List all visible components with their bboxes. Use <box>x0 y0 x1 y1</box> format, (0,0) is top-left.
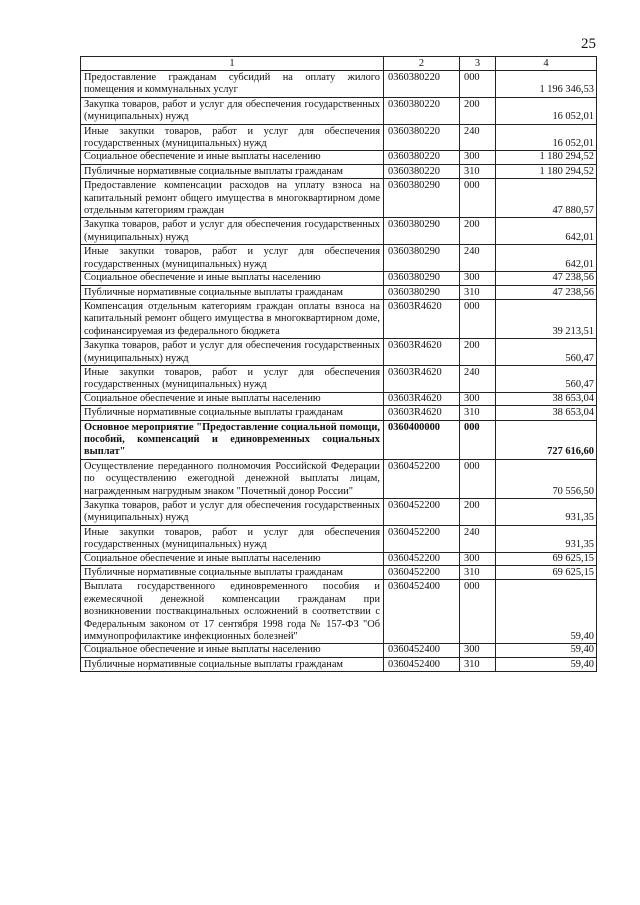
table-row <box>81 97 597 124</box>
row-type: 200 <box>460 499 496 526</box>
row-name: Публичные нормативные социальные выплаты гражданам <box>81 406 384 420</box>
row-code: 0360380290 <box>384 285 460 299</box>
row-type: 240 <box>460 365 496 392</box>
row-type: 200 <box>460 97 496 124</box>
row-name: Социальное обеспечение и иные выплаты населению <box>81 644 384 657</box>
row-amount: 642,01 <box>496 218 597 245</box>
row-code: 0360452200 <box>384 525 460 552</box>
row-code: 0360452200 <box>384 552 460 565</box>
row-amount: 642,01 <box>496 245 597 272</box>
row-code: 0360380220 <box>384 124 460 151</box>
table-header <box>81 57 597 71</box>
row-amount: 38 653,04 <box>496 406 597 420</box>
row-type: 000 <box>460 299 496 338</box>
table-row <box>81 525 597 552</box>
row-name: Иные закупки товаров, работ и услуг для обеспечения государственных (муниципальных) нужд <box>81 124 384 151</box>
table-row <box>81 218 597 245</box>
row-type: 000 <box>460 179 496 218</box>
row-type: 000 <box>460 580 496 644</box>
row-code: 0360380290 <box>384 272 460 285</box>
table-row <box>81 164 597 178</box>
row-name: Основное мероприятие "Предоставление социальной помощи, пособий, компенсаций и единовременных социальных выплат" <box>81 420 384 459</box>
row-type: 240 <box>460 124 496 151</box>
table-row <box>81 339 597 366</box>
row-type: 310 <box>460 566 496 580</box>
row-amount: 931,35 <box>496 499 597 526</box>
row-type: 300 <box>460 392 496 405</box>
row-code: 0360380220 <box>384 151 460 164</box>
row-name: Закупка товаров, работ и услуг для обеспечения государственных (муниципальных) нужд <box>81 218 384 245</box>
header-col-1: 1 <box>81 57 384 71</box>
row-code: 0360452200 <box>384 459 460 498</box>
row-code: 0360380290 <box>384 179 460 218</box>
table-row <box>81 245 597 272</box>
table-row <box>81 124 597 151</box>
table-row <box>81 459 597 498</box>
table-row <box>81 499 597 526</box>
row-amount: 1 196 346,53 <box>496 71 597 98</box>
table-row <box>81 285 597 299</box>
row-code: 0360452400 <box>384 580 460 644</box>
row-amount: 39 213,51 <box>496 299 597 338</box>
table-row <box>81 365 597 392</box>
row-name: Предоставление гражданам субсидий на оплату жилого помещения и коммунальных услуг <box>81 71 384 98</box>
row-name: Иные закупки товаров, работ и услуг для обеспечения государственных (муниципальных) нужд <box>81 245 384 272</box>
row-code: 0360452200 <box>384 566 460 580</box>
row-name: Социальное обеспечение и иные выплаты населению <box>81 392 384 405</box>
row-code: 0360380290 <box>384 218 460 245</box>
header-col-2: 2 <box>384 57 460 71</box>
row-amount: 1 180 294,52 <box>496 151 597 164</box>
row-amount: 47 238,56 <box>496 285 597 299</box>
row-name: Публичные нормативные социальные выплаты гражданам <box>81 657 384 671</box>
row-name: Предоставление компенсации расходов на уплату взноса на капитальный ремонт общего имущества в многоквартирном доме отдельным категориям граждан <box>81 179 384 218</box>
row-amount: 59,40 <box>496 644 597 657</box>
table-row <box>81 580 597 644</box>
table-row <box>81 179 597 218</box>
row-code: 0360380220 <box>384 97 460 124</box>
row-amount: 1 180 294,52 <box>496 164 597 178</box>
table-body <box>81 71 597 672</box>
table-row <box>81 406 597 420</box>
row-amount: 727 616,60 <box>496 420 597 459</box>
row-name: Публичные нормативные социальные выплаты гражданам <box>81 566 384 580</box>
row-amount: 560,47 <box>496 339 597 366</box>
row-code: 03603R4620 <box>384 339 460 366</box>
row-code: 0360380220 <box>384 164 460 178</box>
table-row <box>81 420 597 459</box>
row-code: 0360452400 <box>384 657 460 671</box>
row-name: Иные закупки товаров, работ и услуг для обеспечения государственных (муниципальных) нужд <box>81 525 384 552</box>
row-amount: 70 556,50 <box>496 459 597 498</box>
row-type: 300 <box>460 151 496 164</box>
table-row <box>81 71 597 98</box>
row-code: 0360380220 <box>384 71 460 98</box>
row-amount: 16 052,01 <box>496 124 597 151</box>
row-amount: 69 625,15 <box>496 566 597 580</box>
row-type: 000 <box>460 71 496 98</box>
table-row <box>81 392 597 405</box>
page-number: 25 <box>581 36 596 52</box>
row-code: 0360452200 <box>384 499 460 526</box>
table-row <box>81 299 597 338</box>
table-row <box>81 644 597 657</box>
row-name: Закупка товаров, работ и услуг для обеспечения государственных (муниципальных) нужд <box>81 97 384 124</box>
row-code: 0360400000 <box>384 420 460 459</box>
budget-table <box>80 56 597 672</box>
row-code: 03603R4620 <box>384 406 460 420</box>
row-name: Социальное обеспечение и иные выплаты населению <box>81 151 384 164</box>
row-type: 240 <box>460 245 496 272</box>
row-name: Выплата государственного единовременного пособия и ежемесячной денежной компенсации гражданам при возникновении поствакцинальных осложнений в соответствии с Федеральным законом от 17 сентября 1998 года № 157-ФЗ "Об иммунопрофилактике инфекционных болезней" <box>81 580 384 644</box>
header-col-3: 3 <box>460 57 496 71</box>
table-row <box>81 151 597 164</box>
row-type: 200 <box>460 218 496 245</box>
table-row <box>81 566 597 580</box>
row-amount: 47 238,56 <box>496 272 597 285</box>
row-type: 200 <box>460 339 496 366</box>
row-amount: 560,47 <box>496 365 597 392</box>
row-type: 310 <box>460 406 496 420</box>
row-amount: 59,40 <box>496 657 597 671</box>
row-name: Компенсация отдельным категориям граждан оплаты взноса на капитальный ремонт общего имущества в многоквартирном доме, софинансируемая из федерального бюджета <box>81 299 384 338</box>
row-type: 240 <box>460 525 496 552</box>
row-name: Публичные нормативные социальные выплаты гражданам <box>81 164 384 178</box>
row-type: 310 <box>460 285 496 299</box>
row-type: 000 <box>460 459 496 498</box>
row-type: 300 <box>460 644 496 657</box>
row-amount: 931,35 <box>496 525 597 552</box>
row-amount: 16 052,01 <box>496 97 597 124</box>
row-code: 0360380290 <box>384 245 460 272</box>
row-amount: 69 625,15 <box>496 552 597 565</box>
row-name: Закупка товаров, работ и услуг для обеспечения государственных (муниципальных) нужд <box>81 339 384 366</box>
header-row <box>81 57 597 71</box>
row-name: Публичные нормативные социальные выплаты гражданам <box>81 285 384 299</box>
table-row <box>81 272 597 285</box>
row-type: 000 <box>460 420 496 459</box>
header-col-4: 4 <box>496 57 597 71</box>
row-name: Социальное обеспечение и иные выплаты населению <box>81 552 384 565</box>
row-code: 03603R4620 <box>384 299 460 338</box>
row-amount: 47 880,57 <box>496 179 597 218</box>
table-row <box>81 657 597 671</box>
row-amount: 59,40 <box>496 580 597 644</box>
row-code: 0360452400 <box>384 644 460 657</box>
row-type: 310 <box>460 164 496 178</box>
row-type: 300 <box>460 272 496 285</box>
row-name: Осуществление переданного полномочия Российской Федерации по осуществлению ежегодной денежной выплаты лицам, награжденным нагрудным знаком "Почетный донор России" <box>81 459 384 498</box>
row-amount: 38 653,04 <box>496 392 597 405</box>
row-type: 310 <box>460 657 496 671</box>
row-name: Закупка товаров, работ и услуг для обеспечения государственных (муниципальных) нужд <box>81 499 384 526</box>
row-name: Социальное обеспечение и иные выплаты населению <box>81 272 384 285</box>
row-code: 03603R4620 <box>384 392 460 405</box>
row-name: Иные закупки товаров, работ и услуг для обеспечения государственных (муниципальных) нужд <box>81 365 384 392</box>
table-row <box>81 552 597 565</box>
row-code: 03603R4620 <box>384 365 460 392</box>
row-type: 300 <box>460 552 496 565</box>
